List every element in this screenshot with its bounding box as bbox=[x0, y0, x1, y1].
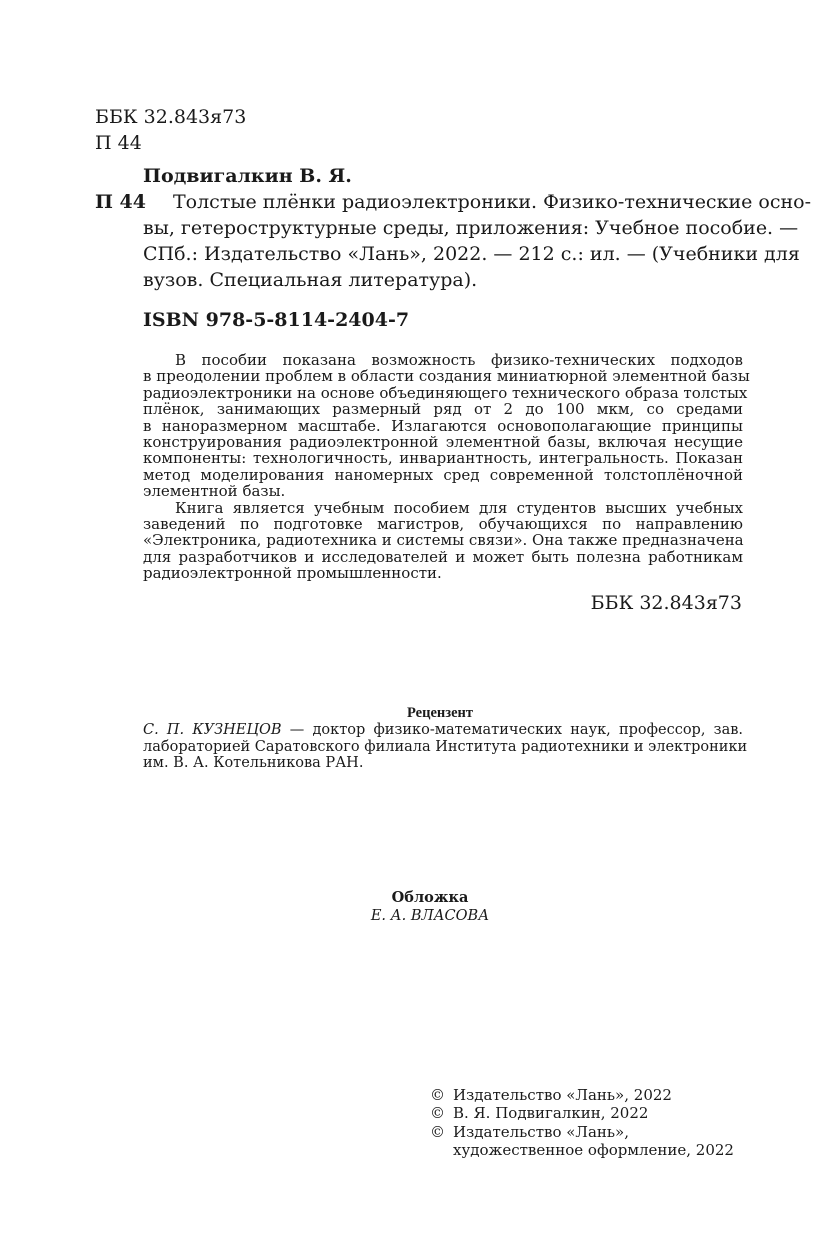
bbk-code: ББК 32.843я73 bbox=[95, 106, 247, 128]
copyright-line-3: © Издательство «Лань», bbox=[430, 1122, 630, 1141]
isbn: ISBN 978-5-8114-2404-7 bbox=[143, 309, 410, 331]
reviewer-line-2: лабораторией Саратовского филиала Института радиотехники и электроники bbox=[143, 738, 748, 755]
classification-codes bbox=[95, 104, 246, 156]
copyright-line-1: © Издательство «Лань», 2022 bbox=[430, 1086, 672, 1104]
abstract bbox=[143, 351, 750, 583]
abstract-p2-line: радиоэлектронной промышленности. bbox=[143, 564, 442, 583]
abstract-p1-line: радиоэлектроники на основе объединяющего технического образа толстых bbox=[143, 383, 748, 402]
abstract-p2-line: для разработчиков и исследователей и может быть полезна работникам bbox=[143, 547, 743, 566]
author-name: Подвигалкин В. Я. bbox=[143, 165, 352, 187]
abstract-p1-line: плёнок, занимающих размерный ряд от 2 до 100 мкм, со средами bbox=[143, 400, 743, 419]
copyright-icon: © bbox=[430, 1122, 445, 1141]
abstract-p2-line: заведений по подготовке магистров, обучающихся по направлению bbox=[143, 515, 743, 534]
reviewer-heading: Рецензент bbox=[407, 705, 473, 721]
author-sign: П 44 bbox=[95, 191, 146, 213]
abstract-p1-line: компоненты: технологичность, инвариантность, интегральность. Показан bbox=[143, 449, 743, 468]
copyright-icon: © bbox=[430, 1086, 445, 1104]
reviewer-line-3: им. В. А. Котельникова РАН. bbox=[143, 755, 364, 771]
abstract-p1-line: конструирования радиоэлектронной элементной базы, включая несущие bbox=[143, 433, 743, 452]
bbk-code-bottom: ББК 32.843я73 bbox=[590, 592, 742, 614]
bib-line-2: вы, гетероструктурные среды, приложения: Учебное пособие. — bbox=[143, 217, 799, 239]
copyright-block bbox=[430, 1086, 734, 1159]
copyright-line-2: © В. Я. Подвигалкин, 2022 bbox=[430, 1104, 649, 1123]
reviewer-line-1 bbox=[143, 722, 743, 739]
cover-designer: Е. А. ВЛАСОВА bbox=[370, 908, 490, 924]
author-sign-code: П 44 bbox=[95, 132, 142, 154]
abstract-p2-line: «Электроника, радиотехника и системы связи». Она также предназначена bbox=[143, 531, 744, 550]
reviewer-block bbox=[143, 722, 748, 772]
abstract-p2-line: Книга является учебным пособием для студентов высших учебных bbox=[175, 498, 743, 517]
reviewer-credentials: — доктор физико-математических наук, профессор, зав. bbox=[281, 722, 743, 738]
abstract-p1-line: элементной базы. bbox=[143, 482, 286, 501]
copyright-line-4: художественное оформление, 2022 bbox=[453, 1140, 734, 1159]
abstract-p1-line: в преодолении проблем в области создания миниатюрной элементной базы bbox=[143, 367, 750, 386]
abstract-p1-line: метод моделирования наномерных сред современной толстоплёночной bbox=[143, 465, 743, 484]
cover-heading: Обложка bbox=[391, 889, 469, 906]
bib-line-3: СПб.: Издательство «Лань», 2022. — 212 с.: ил. — (Учебники для bbox=[143, 243, 800, 265]
bib-line-1: Толстые плёнки радиоэлектроники. Физико-технические осно- bbox=[173, 191, 812, 213]
abstract-p1-line: В пособии показана возможность физико-технических подходов bbox=[175, 351, 743, 369]
bib-line-4: вузов. Специальная литература). bbox=[143, 269, 478, 291]
reviewer-name: С. П. КУЗНЕЦОВ bbox=[143, 722, 282, 738]
abstract-p1-line: в наноразмерном масштабе. Излагаются основополагающие принципы bbox=[143, 416, 743, 435]
copyright-icon: © bbox=[430, 1104, 445, 1123]
